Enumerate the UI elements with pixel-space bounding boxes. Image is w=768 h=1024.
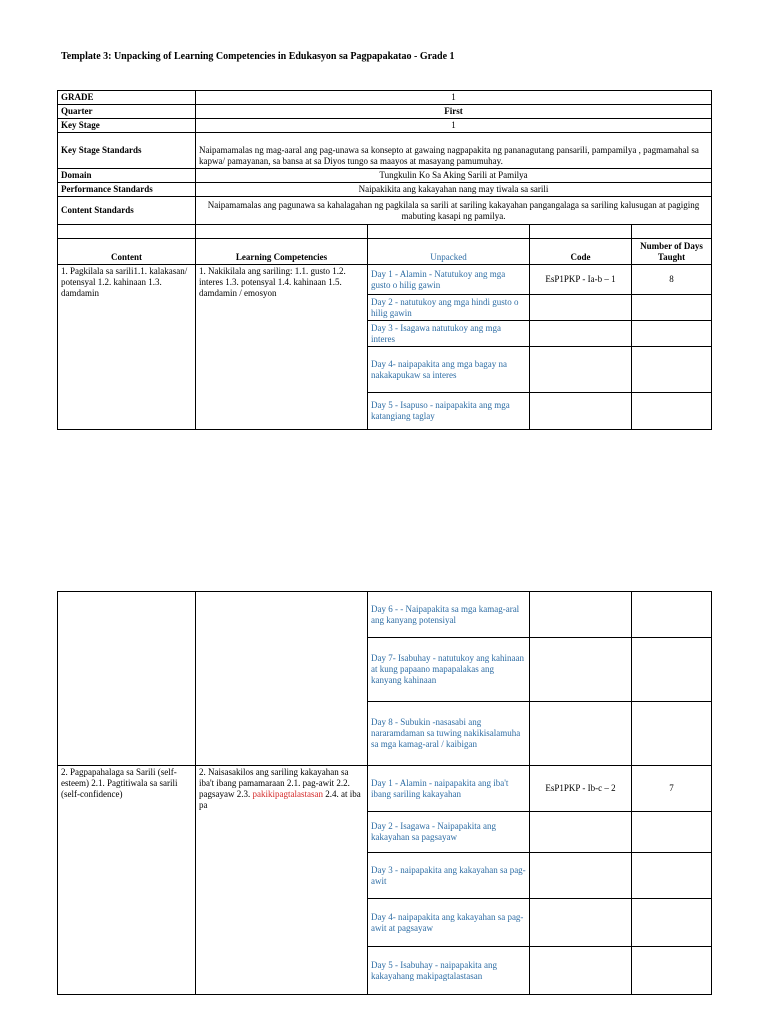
info-value: Naipakikita ang kakayahan nang may tiwala sa sarili [196, 183, 712, 197]
info-label: Domain [58, 169, 196, 183]
competency-text-end: 2.4. at iba pa [199, 789, 361, 810]
info-row [58, 169, 712, 183]
unpacked-day-cell: Day 1 - Alamin - naipapakita ang iba't ibang sariling kakayahan [368, 766, 530, 812]
unpacked-day-cell: Day 8 - Subukin -nasasabi ang nararamdaman sa tuwing nakikisalamuha sa mga kamag-aral / kaibigan [368, 702, 530, 766]
info-value: 1 [196, 91, 712, 105]
unpacked-day-cell: Day 1 - Alamin - Natutukoy ang mga gusto o hilig gawin [368, 265, 530, 295]
spacer-row [58, 225, 712, 239]
code-cell: EsP1PKP - Ib-c – 2 [530, 766, 632, 812]
competency-highlight: pakikipagtalastasan [252, 789, 323, 799]
table-row [58, 766, 712, 812]
page-title: Template 3: Unpacking of Learning Competencies in Edukasyon sa Pagpapakatao - Grade 1 [61, 51, 455, 62]
unpacked-day-cell: Day 5 - Isapuso - naipapakita ang mga katangiang taglay [368, 393, 530, 430]
days-cell: 8 [632, 265, 712, 295]
days-cell: 7 [632, 766, 712, 812]
info-row [58, 91, 712, 105]
header-content: Content [58, 239, 196, 265]
unpacked-day-cell: Day 4- naipapakita ang kakayahan sa pag-awit at pagsayaw [368, 899, 530, 947]
unpacked-day-cell: Day 4- naipapakita ang mga bagay na nakakapukaw sa interes [368, 347, 530, 393]
table-row [58, 592, 712, 638]
info-row [58, 183, 712, 197]
info-row [58, 119, 712, 133]
info-label: Key Stage [58, 119, 196, 133]
info-label: Content Standards [58, 197, 196, 225]
unpacked-day-cell: Day 7- Isabuhay - natutukoy ang kahinaan at kung papaano mapapalakas ang kanyang kahinaan [368, 638, 530, 702]
header-competencies: Learning Competencies [196, 239, 368, 265]
content-cell: 1. Pagkilala sa sarili1.1. kalakasan/ potensyal 1.2. kahinaan 1.3. damdamin [58, 265, 196, 430]
header-unpacked: Unpacked [368, 239, 530, 265]
info-value: First [196, 105, 712, 119]
competency-cell [196, 766, 368, 995]
info-value: Naipamamalas ang pagunawa sa kahalagahan ng pagkilala sa sarili at sariling kakayahan pangangalaga sa sariling kalusugan at pagiging mabuting kasapi ng pamilya. [196, 197, 712, 225]
info-label: Quarter [58, 105, 196, 119]
unpacked-day-cell: Day 3 - naipapakita ang kakayahan sa pag-awit [368, 853, 530, 899]
unpacked-day-cell: Day 3 - Isagawa natutukoy ang mga interes [368, 321, 530, 347]
competency-table-page-2 [57, 591, 712, 995]
info-row [58, 105, 712, 119]
info-label: Key Stage Standards [58, 133, 196, 169]
info-value: Naipamamalas ng mag-aaral ang pag-unawa sa konsepto at gawaing nagpapakita ng pananagutang pansarili, pampamilya , pagmamahal sa kapwa/ pamayanan, sa bansa at sa Diyos tungo sa maayos at masayang pamumuhay. [196, 133, 712, 169]
unpacked-day-cell: Day 5 - Isabuhay - naipapakita ang kakayahang makipagtalastasan [368, 947, 530, 995]
header-days: Number of Days Taught [632, 239, 712, 265]
competency-cell: 1. Nakikilala ang sariling: 1.1. gusto 1.2. interes 1.3. potensyal 1.4. kahinaan 1.5. damdamin / emosyon [196, 265, 368, 430]
competency-table-page-1 [57, 90, 712, 430]
info-label: GRADE [58, 91, 196, 105]
header-row [58, 239, 712, 265]
info-row [58, 133, 712, 169]
info-row [58, 197, 712, 225]
unpacked-day-cell: Day 2 - natutukoy ang mga hindi gusto o hilig gawin [368, 295, 530, 321]
header-code: Code [530, 239, 632, 265]
code-cell: EsP1PKP - Ia-b – 1 [530, 265, 632, 295]
info-value: Tungkulin Ko Sa Aking Sarili at Pamilya [196, 169, 712, 183]
info-value: 1 [196, 119, 712, 133]
table-row [58, 265, 712, 295]
content-cell: 2. Pagpapahalaga sa Sarili (self-esteem) 2.1. Pagtitiwala sa sarili (self-confidence) [58, 766, 196, 995]
unpacked-day-cell: Day 6 - - Naipapakita sa mga kamag-aral ang kanyang potensiyal [368, 592, 530, 638]
competency-text: 2. Naisasakilos ang sariling kakayahan sa iba't ibang pamamaraan 2.1. pag-awit 2.2. pagsayaw 2.3. [199, 767, 350, 799]
unpacked-day-cell: Day 2 - Isagawa - Naipapakita ang kakayahan sa pagsayaw [368, 812, 530, 853]
info-label: Performance Standards [58, 183, 196, 197]
